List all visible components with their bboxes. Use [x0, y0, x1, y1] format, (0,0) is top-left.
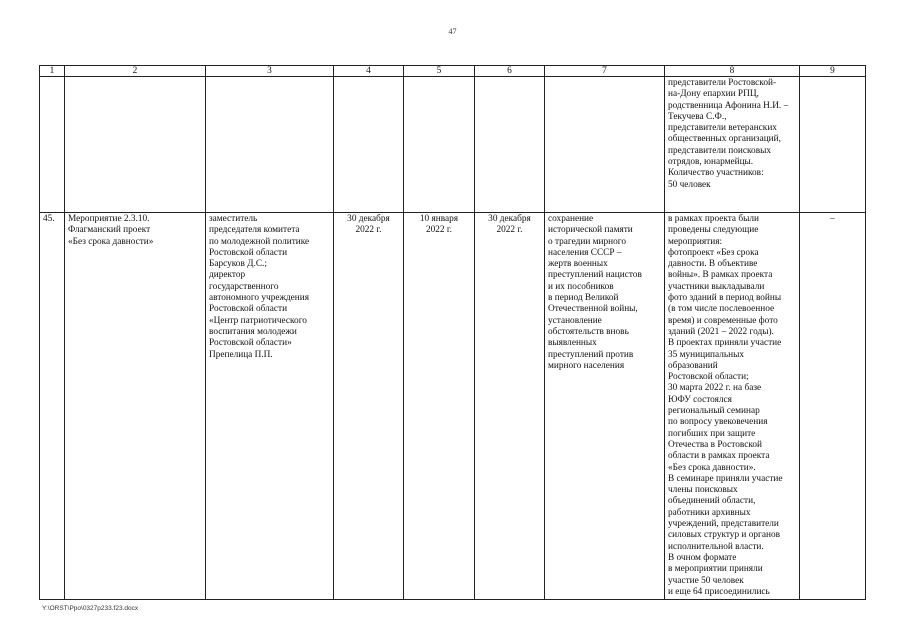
result-cell: в рамках проекта были проведены следующие мероприятия: фотопроект «Без срока давности. В объективе войны». В рамках проекта участники выкладывали фото зданий в период войны (в том числе послевоенное время) и современные фото зданий (2021 – 2022 годы). В проектах приняли участие 35 муниципальных образований Ростовской области; 30 марта 2022 г. на базе ЮФУ состоялся региональный семинар по вопросу увековечения погибших при защите Отечества в Ростовской области в рамках проекта «Без срока давности». В семинаре приняли участие члены поисковых объединений области, работники архивных учреждений, представители силовых структур и органов исполнительной власти. В очном формате в мероприятии приняли участие 50 человек и еще 64 присоединились	[665, 213, 800, 600]
column-number: 5	[404, 66, 475, 77]
continuation-row	[40, 77, 866, 213]
table-cell	[545, 77, 665, 213]
column-number: 7	[545, 66, 665, 77]
page-number: 47	[448, 27, 457, 36]
notes-cell: –	[800, 213, 866, 600]
column-number: 6	[475, 66, 545, 77]
table-cell	[65, 77, 206, 213]
goal-cell: сохранение исторической памяти о трагедии мирного населения СССР – жертв военных преступлений нацистов и их пособников в период Великой Отечественной войны, установление обстоятельств вновь выявленных преступлений против мирного населения	[545, 213, 665, 600]
column-number: 8	[665, 66, 800, 77]
table-row-45	[40, 213, 866, 600]
report-table	[39, 65, 866, 600]
table-cell	[475, 77, 545, 213]
column-number: 9	[800, 66, 866, 77]
table-cell	[800, 77, 866, 213]
column-number: 3	[206, 66, 334, 77]
file-path-footer: Y:\ORST\Ppo\0327p233.f23.docx	[42, 605, 139, 612]
row-number: 45.	[40, 213, 65, 600]
table-cell	[404, 77, 475, 213]
table-cell	[334, 77, 404, 213]
table-cell	[206, 77, 334, 213]
column-numbers-row	[40, 66, 866, 77]
event-name-cell: Мероприятие 2.3.10. Флагманский проект «Без срока давности»	[65, 213, 206, 600]
date-cell: 30 декабря 2022 г.	[334, 213, 404, 600]
column-number: 4	[334, 66, 404, 77]
table-cell	[40, 77, 65, 213]
responsible-cell: заместитель председателя комитета по молодежной политике Ростовской области Барсуков Д.С.; директор государственного автономного учреждения Ростовской области «Центр патриотического воспитания молодежи Ростовской области» Препелица П.П.	[206, 213, 334, 600]
date-cell: 10 января 2022 г.	[404, 213, 475, 600]
column-number: 2	[65, 66, 206, 77]
participants-cell: представители Ростовской- на-Дону епархии РПЦ, родственница Афонина Н.И. – Текучева С.Ф., представители ветеранских общественных организаций, представители поисковых отрядов, юнармейцы. Количество участников: 50 человек	[665, 77, 800, 213]
column-number: 1	[40, 66, 65, 77]
date-cell: 30 декабря 2022 г.	[475, 213, 545, 600]
